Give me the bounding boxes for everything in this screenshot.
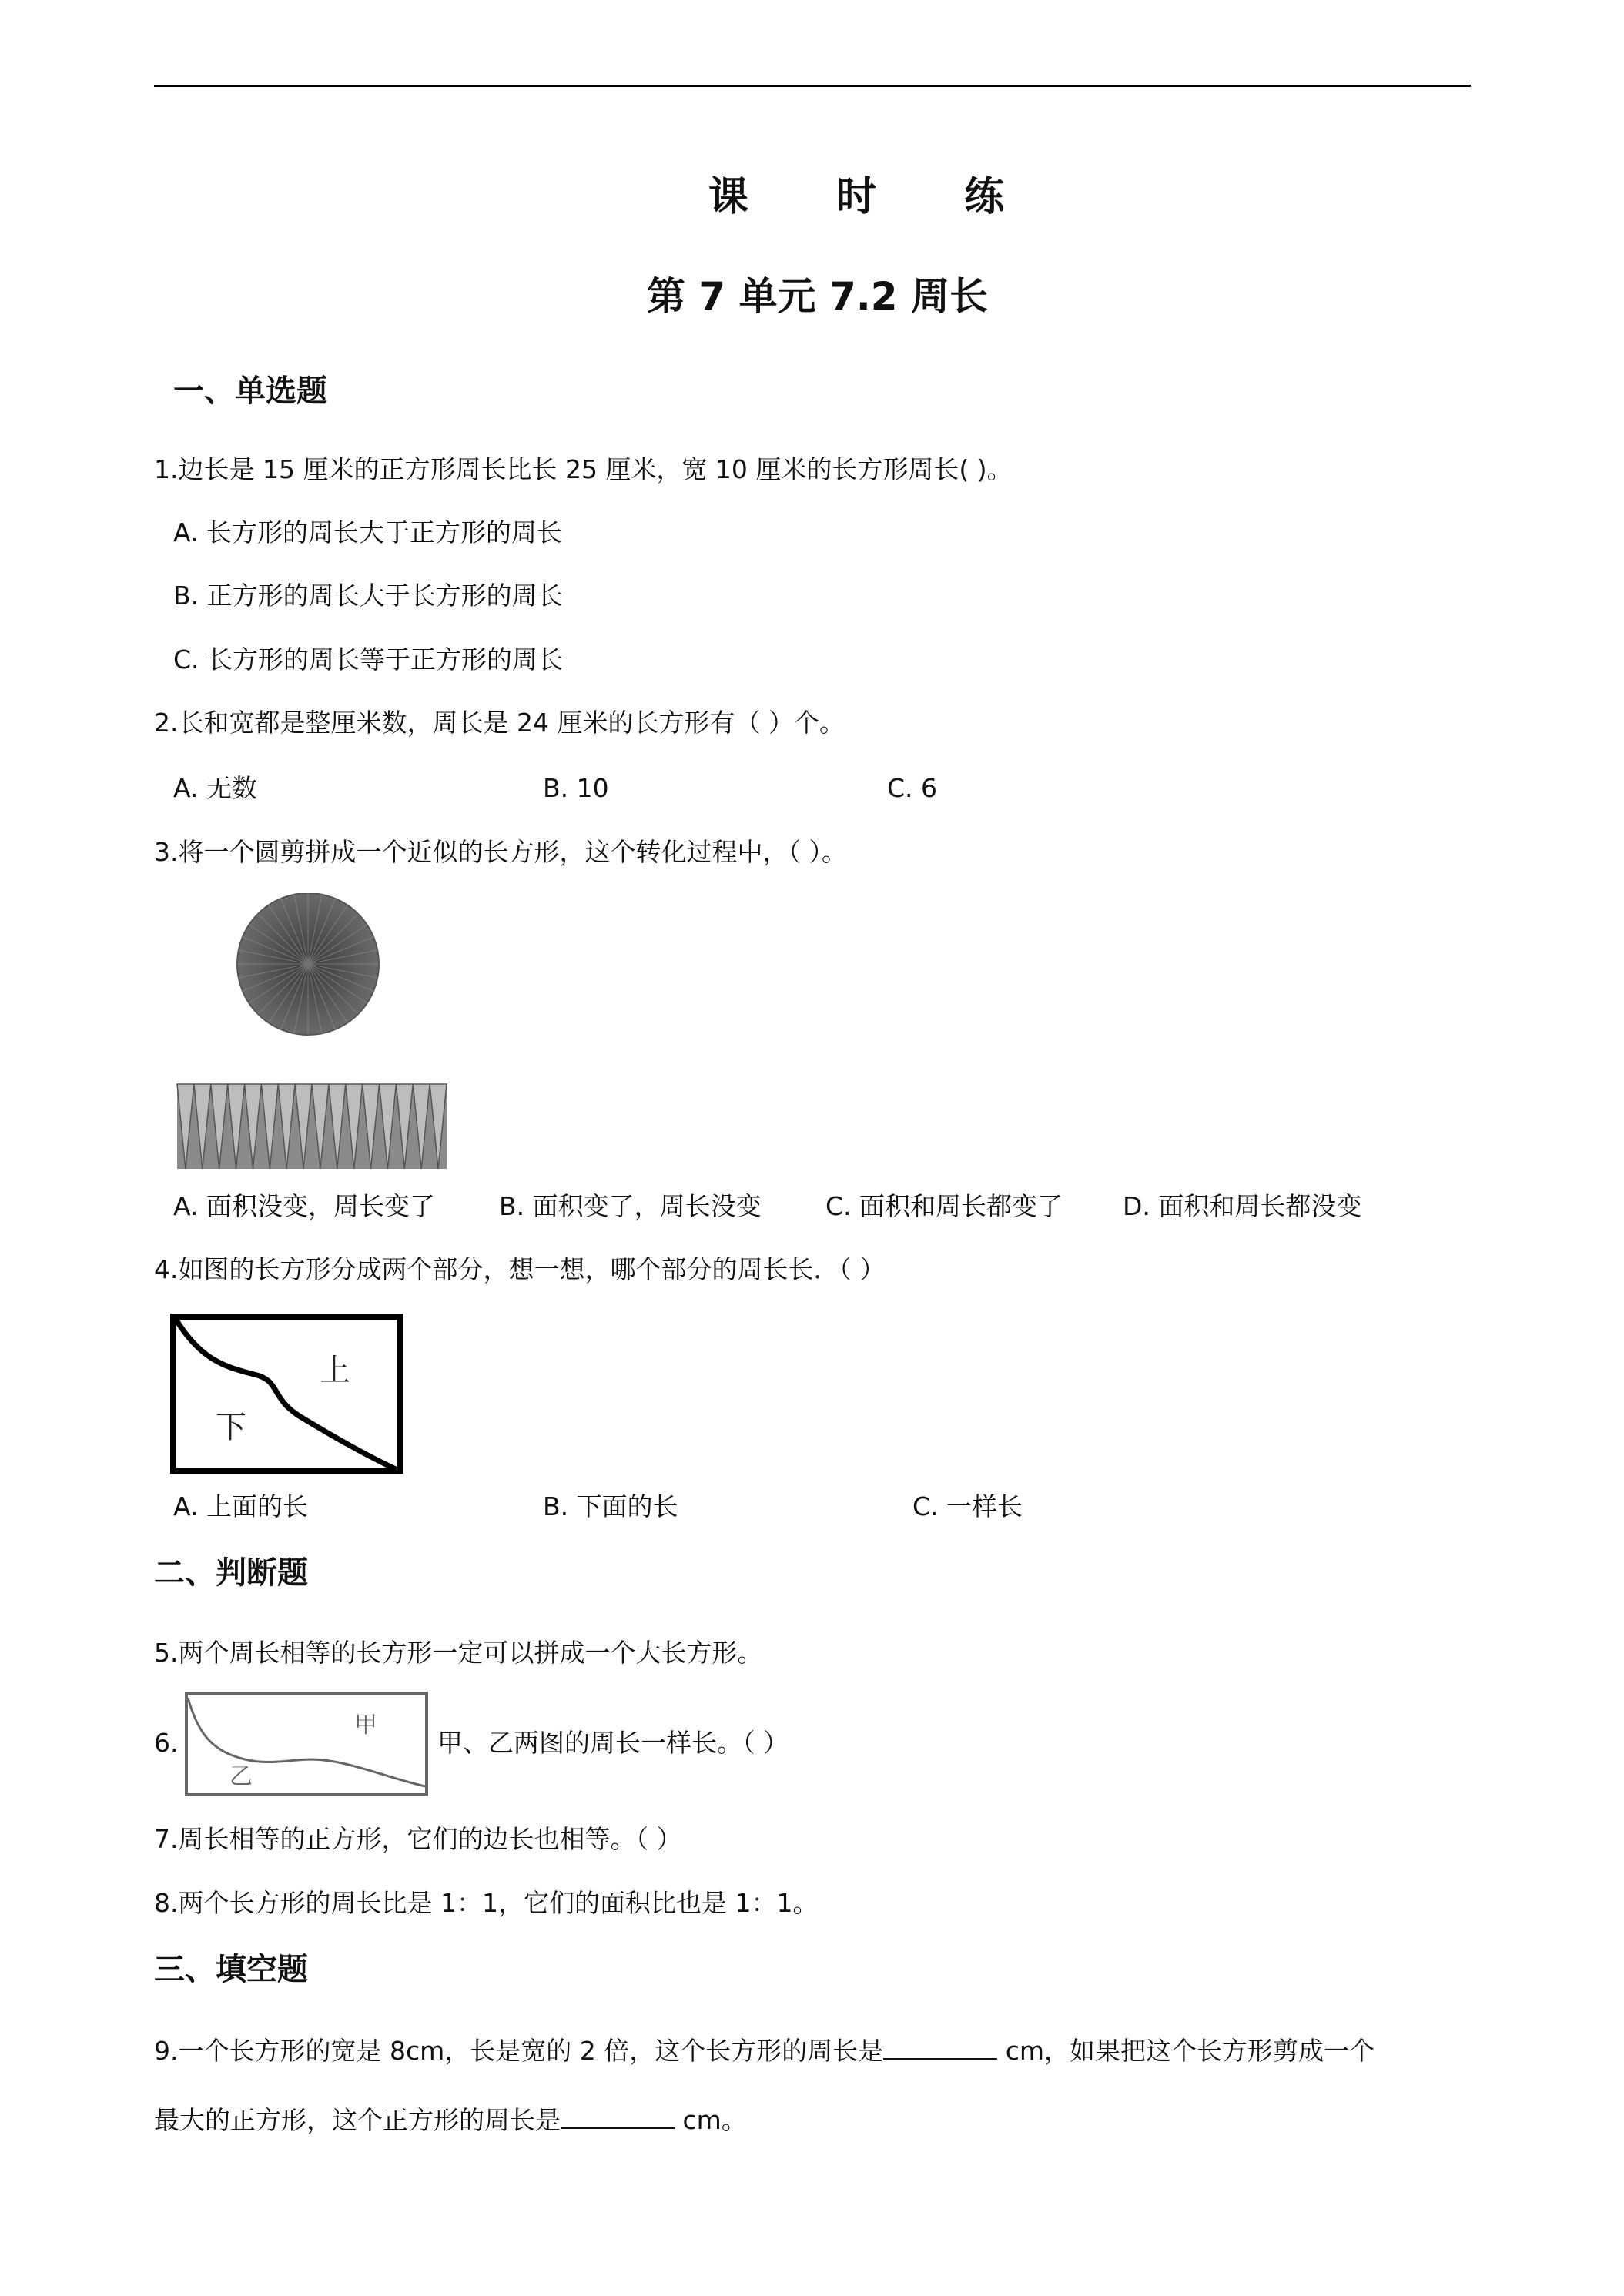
section-heading-fill-in: 三、填空题 <box>154 1952 308 1987</box>
q3-option-d[interactable]: D. 面积和周长都没变 <box>1123 1191 1362 1221</box>
question-4: 4.如图的长方形分成两个部分，想一想，哪个部分的周长长．（ ） <box>154 1254 886 1284</box>
fig-label-top: 上 <box>320 1353 350 1388</box>
q2-option-b[interactable]: B. 10 <box>543 773 609 803</box>
rectangle-split-figure <box>169 1313 408 1478</box>
q2-option-a[interactable]: A. 无数 <box>173 773 257 803</box>
question-8: 8.两个长方形的周长比是 1：1，它们的面积比也是 1：1。 <box>154 1888 819 1918</box>
q3-option-c[interactable]: C. 面积和周长都变了 <box>825 1191 1063 1221</box>
question-6: 甲、乙两图的周长一样长。（ ） <box>437 1728 789 1758</box>
q4-option-a[interactable]: A. 上面的长 <box>173 1491 308 1521</box>
q9-blank-1[interactable] <box>883 2037 997 2060</box>
question-1: 1.边长是 15 厘米的正方形周长比长 25 厘米，宽 10 厘米的长方形周长( )。 <box>154 454 1013 484</box>
q2-option-c[interactable]: C. 6 <box>887 773 938 803</box>
top-rule <box>154 85 1471 87</box>
q9-text-4: cm。 <box>675 2105 747 2135</box>
q1-option-b[interactable]: B. 正方形的周长大于长方形的周长 <box>173 581 563 611</box>
q4-option-b[interactable]: B. 下面的长 <box>543 1491 678 1521</box>
question-9-line-2 <box>154 2106 747 2133</box>
circle-to-rectangle-figure <box>166 893 458 1178</box>
fig-label-jia: 甲 <box>354 1712 377 1739</box>
q1-option-c[interactable]: C. 长方形的周长等于正方形的周长 <box>173 644 564 674</box>
q9-blank-2[interactable] <box>561 2106 675 2129</box>
question-5: 5.两个周长相等的长方形一定可以拼成一个大长方形。 <box>154 1638 763 1668</box>
page-subtitle: 第 7 单元 7.2 周长 <box>647 274 988 319</box>
page-title: 课 时 练 <box>708 174 1042 220</box>
question-9-line-1 <box>154 2036 1375 2066</box>
fig-label-yi: 乙 <box>229 1763 253 1790</box>
q9-text-2: cm，如果把这个长方形剪成一个 <box>997 2036 1375 2066</box>
q1-option-a[interactable]: A. 长方形的周长大于正方形的周长 <box>173 517 562 547</box>
fig-label-bottom: 下 <box>216 1410 246 1445</box>
q3-option-b[interactable]: B. 面积变了，周长没变 <box>499 1191 762 1221</box>
question-3: 3.将一个圆剪拼成一个近似的长方形，这个转化过程中，（ ）。 <box>154 837 847 867</box>
jia-yi-figure <box>183 1690 430 1798</box>
q9-text-3: 最大的正方形，这个正方形的周长是 <box>154 2105 561 2135</box>
question-6-number: 6. <box>154 1728 179 1758</box>
q9-text-1: 9.一个长方形的宽是 8cm，长是宽的 2 倍，这个长方形的周长是 <box>154 2036 884 2066</box>
q3-option-a[interactable]: A. 面积没变，周长变了 <box>173 1191 435 1221</box>
q4-option-c[interactable]: C. 一样长 <box>912 1491 1023 1521</box>
section-heading-single-choice: 一、单选题 <box>173 373 327 409</box>
section-heading-true-false: 二、判断题 <box>154 1555 308 1591</box>
question-2: 2.长和宽都是整厘米数，周长是 24 厘米的长方形有（ ）个。 <box>154 708 845 738</box>
question-7: 7.周长相等的正方形，它们的边长也相等。（ ） <box>154 1824 682 1854</box>
